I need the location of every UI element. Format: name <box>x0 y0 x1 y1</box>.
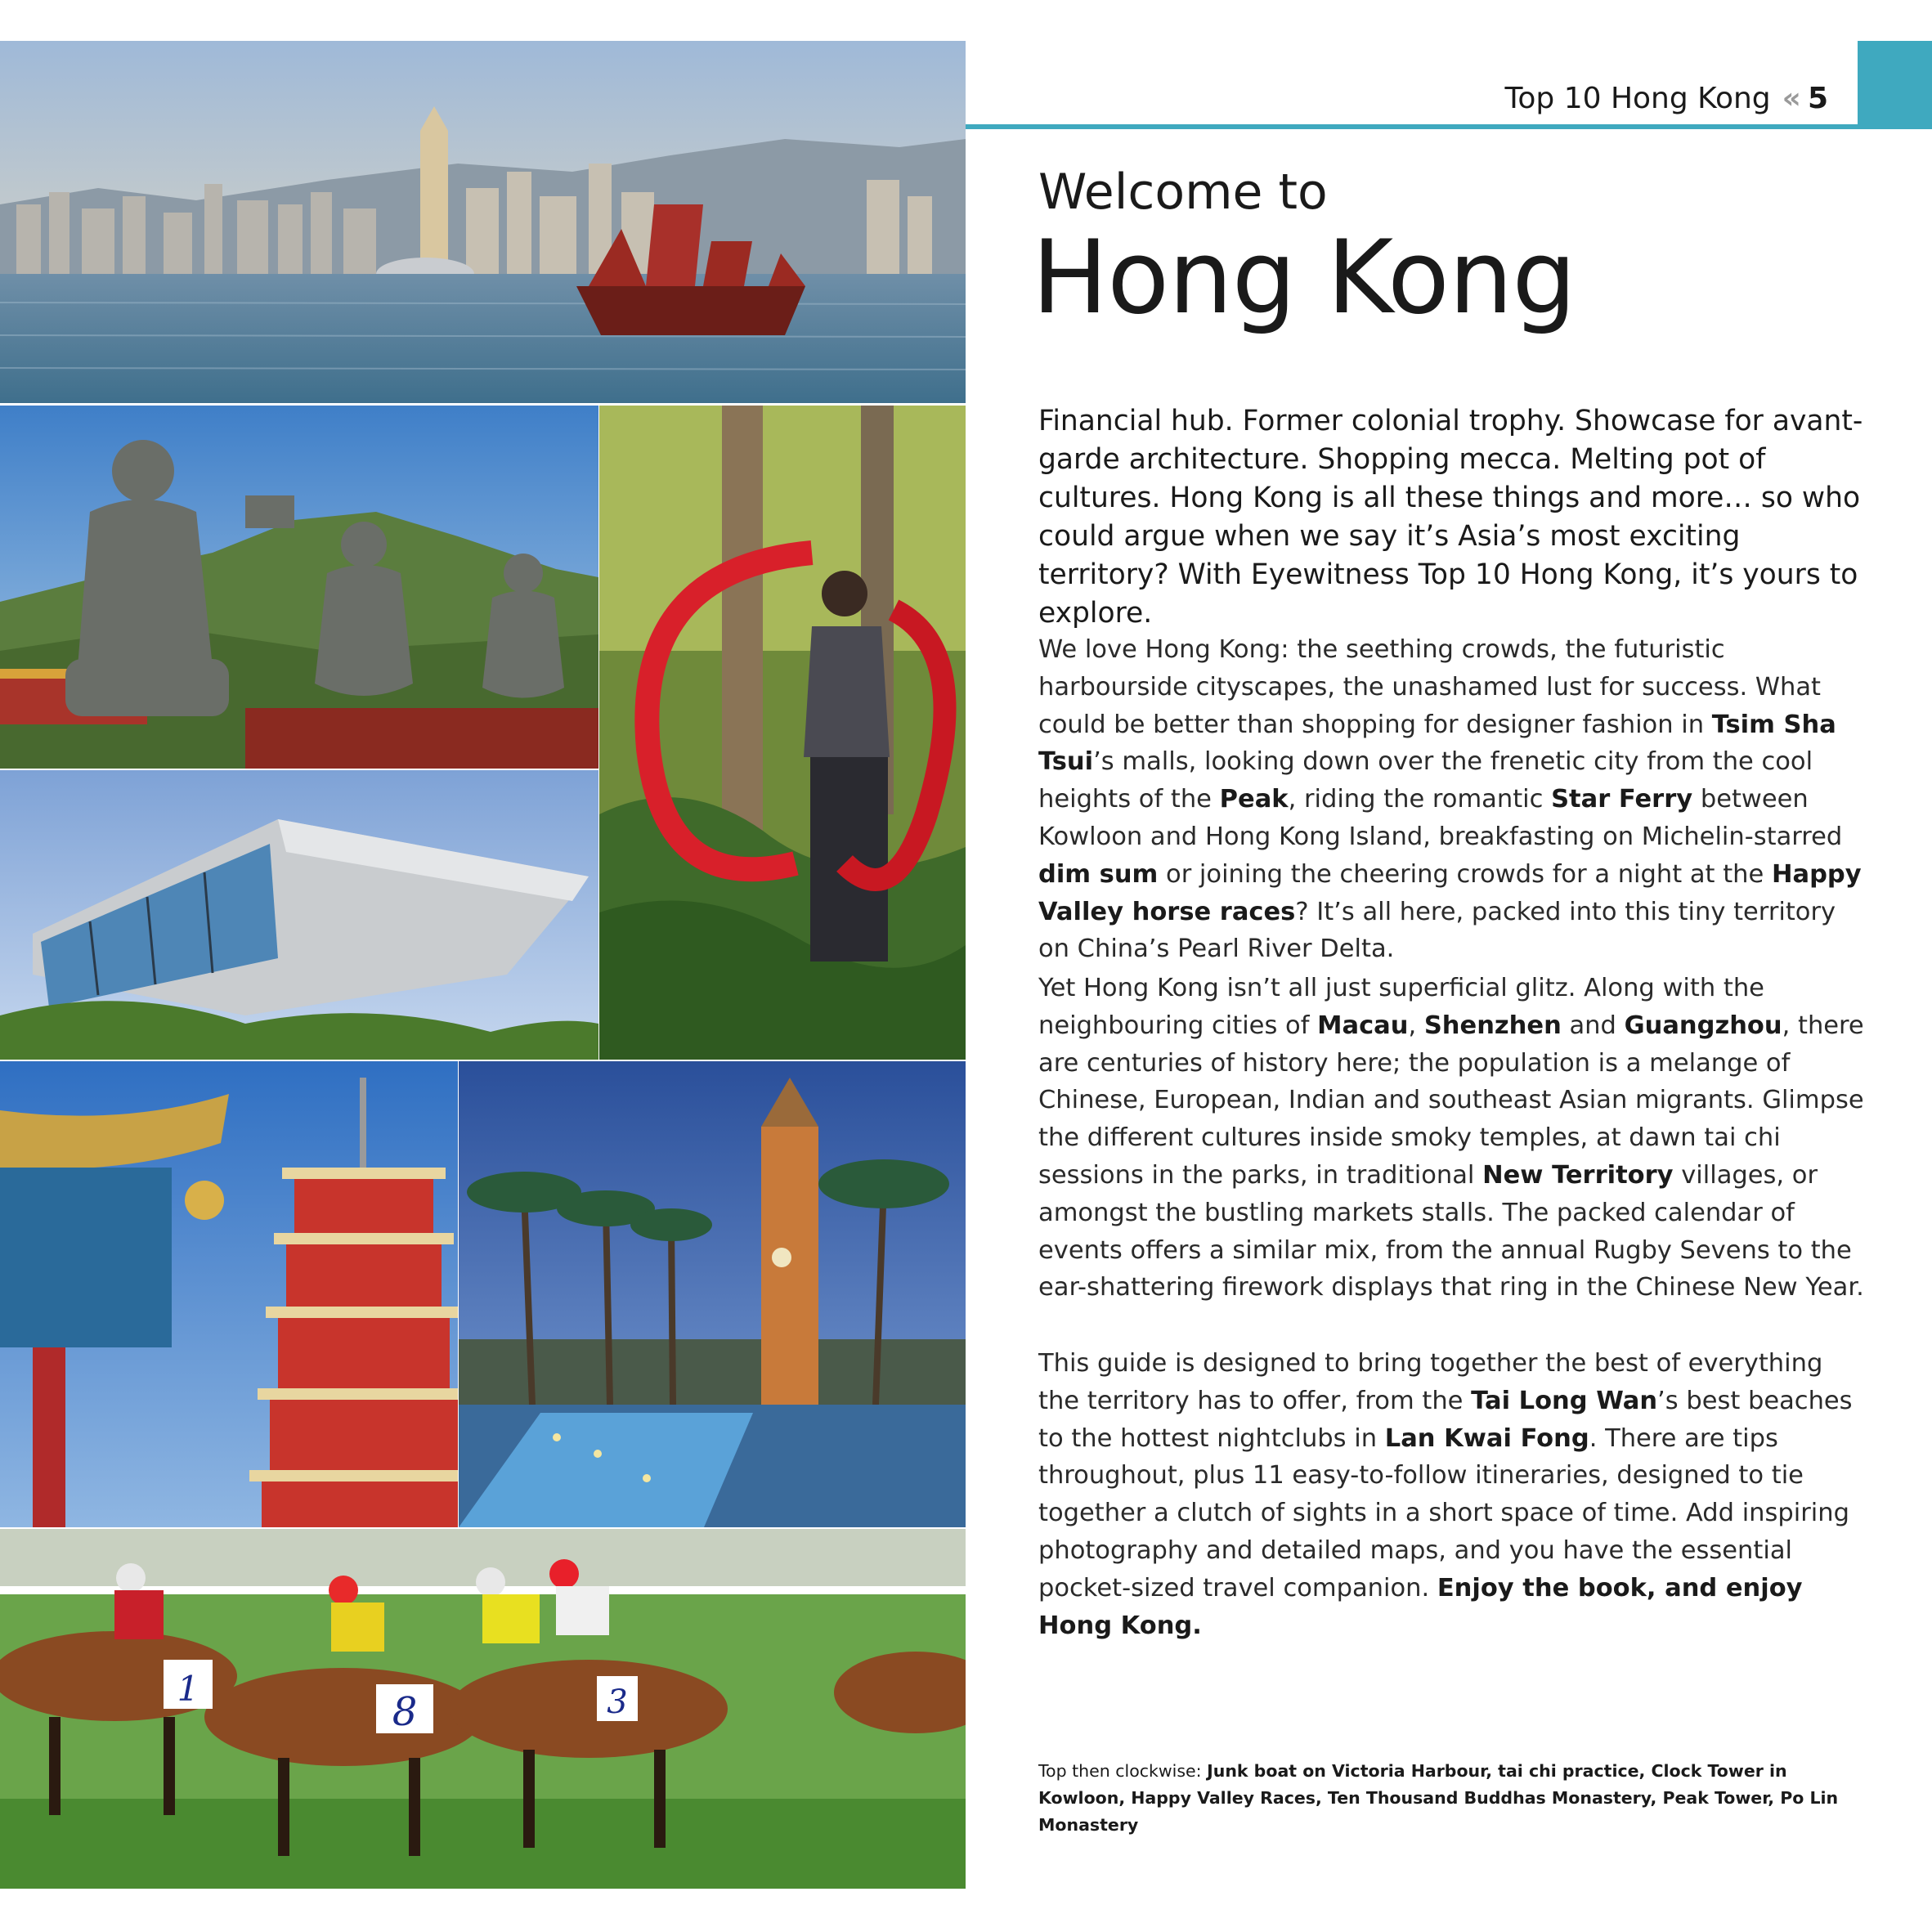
title-hong-kong: Hong Kong <box>1032 219 1576 337</box>
lead-paragraph: Financial hub. Former colonial trophy. Showcase for avant-garde architecture. Shopping mecca. Melting pot of cultures. Hong Kong is all these things and more… so who could argue when we say it’s Asia’s most exciting territory? With Eyewitness Top 10 Hong Kong, it’s yours to explore. <box>1038 405 1863 630</box>
po-lin-monastery-photo <box>0 406 598 769</box>
saddle-number-3: 3 <box>607 1683 628 1721</box>
body-paragraph-3: This guide is designed to bring together the best of everything the territory has to offer, from the Tai Long Wan’s best beaches to the hottest nightclubs in Lan Kwai Fong. There are tips throughout, plus 11 easy-to-follow itineraries, designed to tie together a clutch of sights in a short space of time. Add inspiring photography and detailed maps, and you have the essential pocket-sized travel companion. Enjoy the book, and enjoy Hong Kong. <box>1038 1349 1853 1640</box>
chevron-left-icon: « <box>1782 82 1798 115</box>
header-rule <box>966 124 1932 129</box>
running-head-title: Top 10 Hong Kong <box>1504 82 1771 115</box>
page-number: 5 <box>1807 82 1828 115</box>
saddle-number-8: 8 <box>392 1689 418 1735</box>
title-welcome: Welcome to <box>1038 164 1328 221</box>
happy-valley-races-photo <box>0 1529 966 1889</box>
page-tab <box>1858 41 1932 129</box>
peak-tower-photo <box>0 770 598 1060</box>
junk-boat-photo <box>0 41 966 403</box>
body-paragraph-1: We love Hong Kong: the seething crowds, the futuristic harbourside cityscapes, the unashamed lust for success. What could be better than shopping for designer fashion in Tsim Sha Tsui’s malls, looking down over the frenetic city from the cool heights of the Peak, riding the romantic Star Ferry between Kowloon and Hong Kong Island, breakfasting on Michelin-starred dim sum or joining the cheering crowds for a night at the Happy Valley horse races? It’s all here, packed into this tiny territory on China’s Pearl River Delta. <box>1038 635 1862 964</box>
photo-caption: Top then clockwise: Junk boat on Victoria Harbour, tai chi practice, Clock Tower in Kowloon, Happy Valley Races, Ten Thousand Buddhas Monastery, Peak Tower, Po Lin Monastery <box>1038 1761 1839 1835</box>
ten-thousand-buddhas-photo <box>0 1061 458 1527</box>
tai-chi-photo <box>599 406 966 1060</box>
running-head <box>1505 82 1829 115</box>
saddle-number-1: 1 <box>177 1669 199 1709</box>
body-paragraph-2: Yet Hong Kong isn’t all just superficial glitz. Along with the neighbouring cities of Macau, Shenzhen and Guangzhou, there are centuries of history here; the population is a melange of Chinese, European, Indian and southeast Asian migrants. Glimpse the different cultures inside smoky temples, at dawn tai chi sessions in the parks, in traditional New Territory villages, or amongst the bustling markets stalls. The packed calendar of events offers a similar mix, from the annual Rugby Sevens to the ear-shattering firework displays that ring in the Chinese New Year. <box>1038 974 1864 1302</box>
clock-tower-photo <box>459 1061 966 1527</box>
